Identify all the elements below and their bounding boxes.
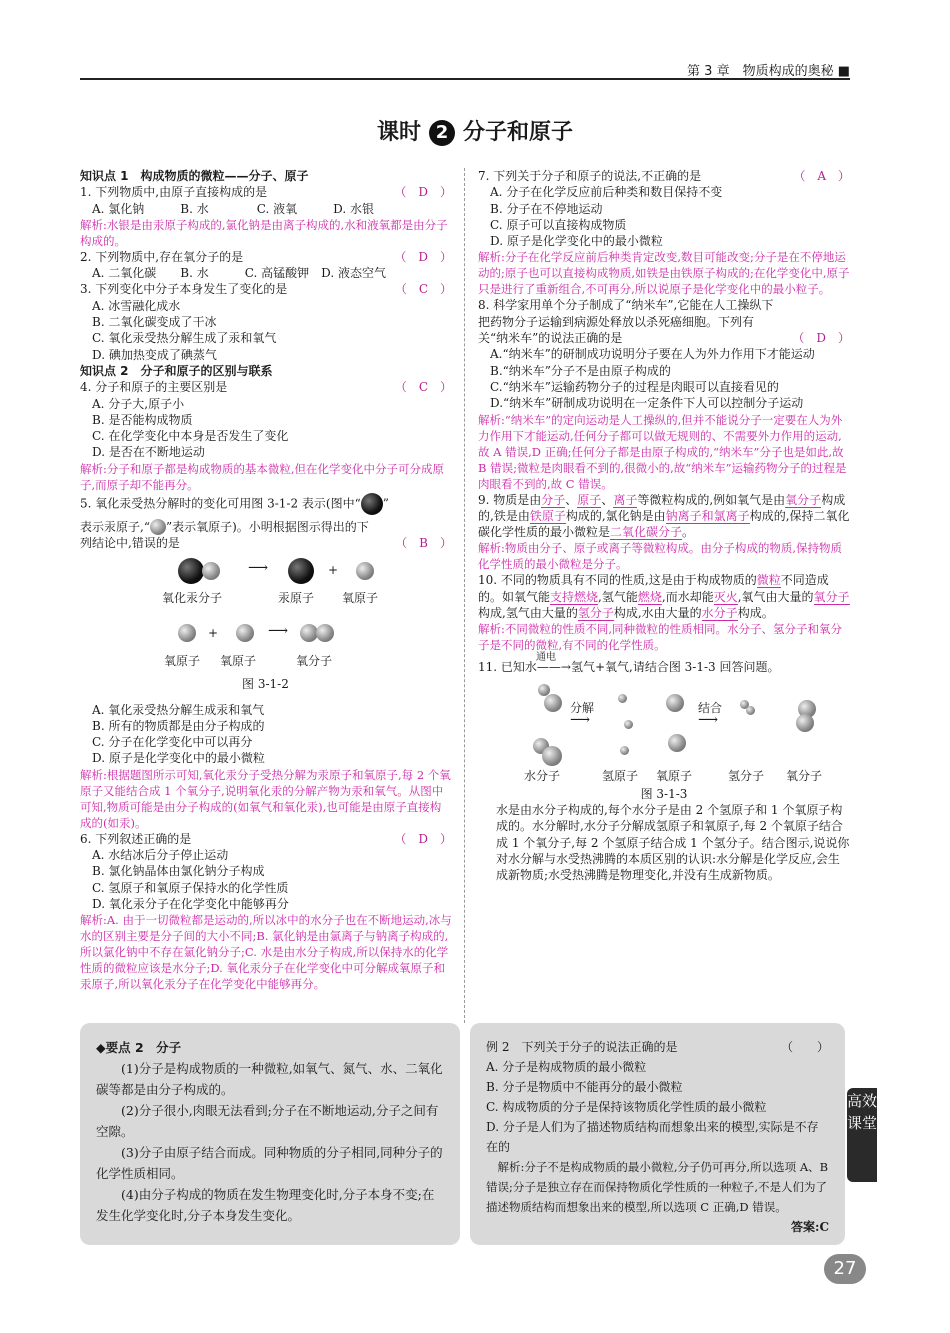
question-answer: （ D ） — [394, 249, 452, 264]
fig-label-hg-atom: 汞原子 — [278, 590, 315, 605]
oxygen-atom-icon — [178, 624, 196, 642]
question-option: C.“纳米车”运输药物分子的过程是肉眼可以直接看见的 — [490, 379, 779, 394]
explanation: 解析:分子在化学反应前后种类肯定改变,数目可能改变;分子是在不停地运动的;原子也可以直接构成物质,如铁是由铁原子构成的;在化学变化中,原子只是进行了重新组合,不可再分,所以说原子是化学变化中的最小粒子。 — [478, 250, 850, 297]
oxygen-atom-icon — [666, 694, 684, 712]
question-answer: （ C ） — [394, 380, 452, 395]
question-option: A. 分子在化学反应前后种类和数目保持不变 — [490, 185, 723, 200]
question-stem: 3. 下列变化中分子本身发生了变化的是 （ C ） — [80, 282, 452, 297]
example-option-b: B. 分子是物质中不能再分的最小微粒 — [486, 1080, 683, 1094]
side-tab: 高效课堂 — [847, 1088, 877, 1182]
fig-label-h-atom: 氢原子 — [602, 768, 639, 783]
question-option: C. 原子可以直接构成物质 — [490, 217, 627, 232]
figure-3-1-2 — [80, 552, 452, 702]
oxygen-atom-icon — [544, 694, 562, 712]
question-option: D. 碘加热变成了碘蒸气 — [92, 347, 217, 362]
q9-explanation: 解析:物质由分子、原子或离子等微粒构成。由分子构成的物质,保持物质化学性质的最小微粒是分子。 — [478, 541, 843, 572]
title-prefix: 课时 — [376, 120, 421, 145]
fig-label-o2-molecule: 氧分子 — [296, 653, 333, 668]
question-option: C. 氧化汞受热分解生成了汞和氧气 — [92, 331, 277, 346]
plus-icon: + — [328, 562, 339, 577]
page-number: 27 — [824, 1254, 866, 1284]
fig-label-o2-molecule: 氧分子 — [786, 768, 823, 783]
q11-answer-text: 水是由水分子构成的,每个水分子是由 2 个氢原子和 1 个氧原子构成的。水分解时,水分子分解成氢原子和氧原子,每 2 个氧原子结合成 1 个氧分子,每 2 个氢原子结合成 1 个氢分子。结合图示,说说你对水分解与水受热沸腾的本质区别的认识:水分解是化学反应,会生成新物质;水受热沸腾是物理变化,并没有生成新物质。 — [496, 802, 850, 883]
arrow-icon: ⟶ — [248, 559, 269, 576]
question-option: B. 二氧化碳变成了干冰 — [92, 315, 217, 330]
example-answer: 答案:C — [791, 1220, 829, 1234]
fig-label-o-atom: 氧原子 — [342, 590, 379, 605]
fig-label-o-atom: 氧原子 — [656, 768, 693, 783]
q5-line2: 表示汞原子,“ ”表示氧原子)。小明根据图示得出的下 — [80, 519, 369, 534]
example-explanation: 解析:分子不是构成物质的最小微粒,分子仍可再分,所以选项 A、B 错误;分子是独立存在而保持物质化学性质的一种粒子,不是人们为了描述物质结构而想象出来的模型,所以选项 C 正确,D 错误。 — [486, 1160, 829, 1214]
question-option: C. 在化学变化中本身是否发生了变化 — [92, 429, 289, 444]
explanation: 解析:水银是由汞原子构成的,氯化钠是由离子构成的,水和液氧都是由分子构成的。 — [80, 217, 448, 248]
question-option: B.“纳米车”分子不是由原子构成的 — [490, 363, 671, 378]
figure-3-1-3 — [478, 676, 850, 786]
mercury-atom-icon — [178, 558, 204, 584]
question-option: A.“纳米车”的研制成功说明分子要在人为外力作用下才能运动 — [490, 347, 815, 362]
oxygen-atom-icon — [356, 562, 374, 580]
arrow-icon: ⟶ — [698, 711, 719, 728]
q6-option-d: D. 氧化汞分子在化学变化中能够再分 — [92, 896, 289, 911]
q10-explanation: 解析:不同微粒的性质不同,同种微粒的性质相同。水分子、氢分子和氧分子是不同的微粒,有不同的化学性质。 — [478, 622, 843, 653]
q5-options — [80, 702, 452, 767]
knowledge-point-heading: 知识点 1 构成物质的微粒——分子、原子 — [80, 169, 309, 183]
page-header — [80, 60, 850, 80]
question-option: B. 分子在不停地运动 — [490, 201, 603, 216]
q5-line3: 列结论中,错误的是 （ B ） — [80, 536, 452, 551]
arrow-icon: ⟶ — [268, 622, 289, 639]
decompose-label: 分解 — [570, 700, 595, 715]
question-option: A. 二氧化碳 B. 水 C. 高锰酸钾 D. 液态空气 — [92, 266, 386, 281]
title-text: 分子和原子 — [463, 120, 574, 145]
question-stem: 7. 下列关于分子和原子的说法,不正确的是 （ A ） — [478, 169, 850, 183]
q6-explanation: 解析:A. 由于一切微粒都是运动的,所以冰中的水分子也在不断地运动,冰与水的区别主要是分子间的大小不同;B. 氯化钠是由氯离子与钠离子构成的,所以氯化钠中不存在氯化钠分子;C. 水是由水分子构成,所以保持水的化学性质的微粒应该是水分子;D. 氧化汞分子在化学变化中可分解成氧原子和汞原子,所以氧化汞分子在化学变化中能够再分。 — [80, 913, 452, 992]
figure-caption: 图 3-1-2 — [242, 676, 289, 691]
condition-label: 通电 — [536, 652, 556, 664]
left-question-list — [80, 168, 452, 493]
oxygen-atom-icon — [668, 734, 686, 752]
q11-stem: 11. 已知水——→氢气+氧气,请结合图 3-1-3 回答问题。 通电 — [478, 652, 780, 675]
q6-option-c: C. 氢原子和氧原子保持水的化学性质 — [92, 880, 289, 895]
q5-option-a: A. 氧化汞受热分解生成汞和氧气 — [92, 702, 265, 717]
key-point-item: (3)分子由原子结合而成。同种物质的分子相同,同种分子的化学性质相同。 — [96, 1145, 443, 1181]
q5-option-c: C. 分子在化学变化中可以再分 — [92, 735, 253, 750]
question-option: A. 冰雪融化成水 — [92, 298, 181, 313]
q6-answer: （ D ） — [394, 831, 452, 846]
fig-label-o-atom: 氧原子 — [220, 653, 257, 668]
key-point-item: (4)由分子构成的物质在发生物理变化时,分子本身不变;在发生化学变化时,分子本身发生变化。 — [96, 1187, 435, 1223]
chapter-title: 第 3 章 物质构成的奥秘 ■ — [687, 64, 850, 79]
fig-label-hgo-molecule: 氧化汞分子 — [162, 590, 223, 605]
left-column — [80, 168, 452, 992]
q5-line1: 5. 氧化汞受热分解时的变化可用图 3-1-2 表示(图中“ ” — [80, 493, 452, 515]
oxygen-atom-icon — [316, 624, 334, 642]
hydrogen-atom-icon — [618, 694, 627, 703]
right-question-list — [478, 168, 850, 492]
example-box — [470, 1023, 845, 1245]
question-answer: （ D ） — [394, 185, 452, 200]
key-point-item: (2)分子很小,肉眼无法看到;分子在不断地运动,分子之间有空隙。 — [96, 1103, 439, 1139]
mercury-atom-icon — [361, 493, 383, 515]
question-answer: （ C ） — [394, 282, 452, 297]
q6-option-a: A. 水结冰后分子停止运动 — [92, 848, 229, 863]
oxygen-atom-icon — [150, 519, 166, 535]
example-stem: 例 2 下列关于分子的说法正确的是 （ ） — [486, 1040, 829, 1054]
knowledge-point-heading: 知识点 2 分子和原子的区别与联系 — [80, 363, 273, 378]
hydrogen-atom-icon — [620, 746, 629, 755]
explanation: 解析:分子和原子都是构成物质的基本微粒,但在化学变化中分子可分成原子,而原子却不能再分。 — [80, 461, 445, 492]
question-option: A. 分子大,原子小 — [92, 396, 185, 411]
plus-icon: + — [208, 625, 219, 640]
fig-label-o-atom: 氧原子 — [164, 653, 201, 668]
figure-caption: 图 3-1-3 — [640, 786, 688, 801]
q5-explanation: 解析:根据题图所示可知,氧化汞分子受热分解为汞原子和氧原子,每 2 个氧原子又能结合成 1 个氧分子,说明氧化汞的分解产物为汞和氧气。从图中可知,物质可能是由分子构成的(如氧气和氧化汞),也可能是由原子直接构成的(如汞)。 — [80, 767, 451, 830]
key-point-box — [80, 1023, 460, 1245]
q5-answer: （ B ） — [395, 536, 452, 551]
oxygen-atom-icon — [542, 746, 562, 766]
example-option-a: A. 分子是构成物质的最小微粒 — [486, 1060, 647, 1074]
key-point-item: (1)分子是构成物质的一种微粒,如氧气、氮气、水、二氧化碳等都是由分子构成的。 — [96, 1061, 443, 1097]
fig-label-water-molecule: 水分子 — [524, 768, 561, 783]
oxygen-atom-icon — [236, 624, 254, 642]
oxygen-atom-icon — [202, 562, 220, 580]
q6-stem: 6. 下列叙述正确的是 （ D ） — [80, 831, 452, 846]
question-stem: 2. 下列物质中,存在氧分子的是 （ D ） — [80, 249, 452, 264]
question-stem: 8. 科学家用单个分子制成了“纳米车”,它能在人工操纵下把药物分子运输到病源处释放以杀死癌细胞。下列有关“纳米车”的说法正确的是 （ D ） — [478, 298, 850, 346]
arrow-icon: ⟶ — [570, 711, 591, 728]
example-option-d: D. 分子是人们为了描述物质结构而想象出来的模型,实际是不存在的 — [486, 1120, 819, 1154]
mercury-atom-icon — [288, 558, 314, 584]
hydrogen-atom-icon — [538, 684, 550, 696]
hydrogen-atom-icon — [624, 720, 633, 729]
q6-option-b: B. 氯化钠晶体由氯化钠分子构成 — [92, 864, 265, 879]
question-answer: （ A ） — [793, 169, 850, 183]
hydrogen-atom-icon — [746, 706, 755, 715]
right-column — [478, 168, 850, 883]
question-option: D.“纳米车”研制成功说明在一定条件下人可以控制分子运动 — [490, 396, 804, 411]
lesson-number-badge: 2 — [429, 120, 455, 146]
column-divider — [464, 168, 465, 1023]
explanation: 解析:“纳米车”的定向运动是人工操纵的,但并不能说分子一定要在人为外力作用下才能运动,任何分子都可以做无规则的、不需要外力作用的运动,故 A 错误,D 正确;任何分子都是由原子构成的,“纳米车”分子也是如此,故 B 错误;微粒是肉眼看不到的,很微小的,故“纳米车”运输药物分子的过程是肉眼看不到的,故 C 错误。 — [478, 412, 847, 491]
oxygen-atom-icon — [796, 714, 814, 732]
combine-label: 结合 — [698, 700, 723, 715]
question-option: B. 是否能构成物质 — [92, 412, 193, 427]
question-option: D. 是否在不断地运动 — [92, 445, 205, 460]
q10-text: 10. 不同的物质具有不同的性质,这是由于构成物质的微粒不同造成的。如氧气能支持燃烧,氢气能燃烧,而水却能灭火,氧气由大量的氧分子构成,氢气由大量的氢分子构成,水由大量的水分子构成。 — [478, 573, 850, 621]
question-stem: 1. 下列物质中,由原子直接构成的是 （ D ） — [80, 185, 452, 200]
key-point-heading: ◆要点 2 分子 — [96, 1040, 182, 1055]
question-stem: 4. 分子和原子的主要区别是 （ C ） — [80, 380, 452, 395]
q5-option-d: D. 原子是化学变化中的最小微粒 — [92, 751, 265, 766]
q5-option-b: B. 所有的物质都是由分子构成的 — [92, 718, 265, 733]
example-option-c: C. 构成物质的分子是保持该物质化学性质的最小微粒 — [486, 1100, 767, 1114]
question-option: D. 原子是化学变化中的最小微粒 — [490, 234, 663, 249]
question-option: A. 氯化钠 B. 水 C. 液氧 D. 水银 — [92, 201, 374, 216]
q9-text: 9. 物质是由分子、原子、离子等微粒构成的,例如氧气是由氧分子构成的,铁是由铁原子构成的,氯化钠是由钠离子和氯离子构成的,保持二氧化碳化学性质的最小微粒是二氧化碳分子。 — [478, 492, 850, 540]
question-answer: （ D ） — [792, 331, 850, 346]
lesson-title — [0, 115, 950, 146]
fig-label-h2-molecule: 氢分子 — [728, 768, 765, 783]
